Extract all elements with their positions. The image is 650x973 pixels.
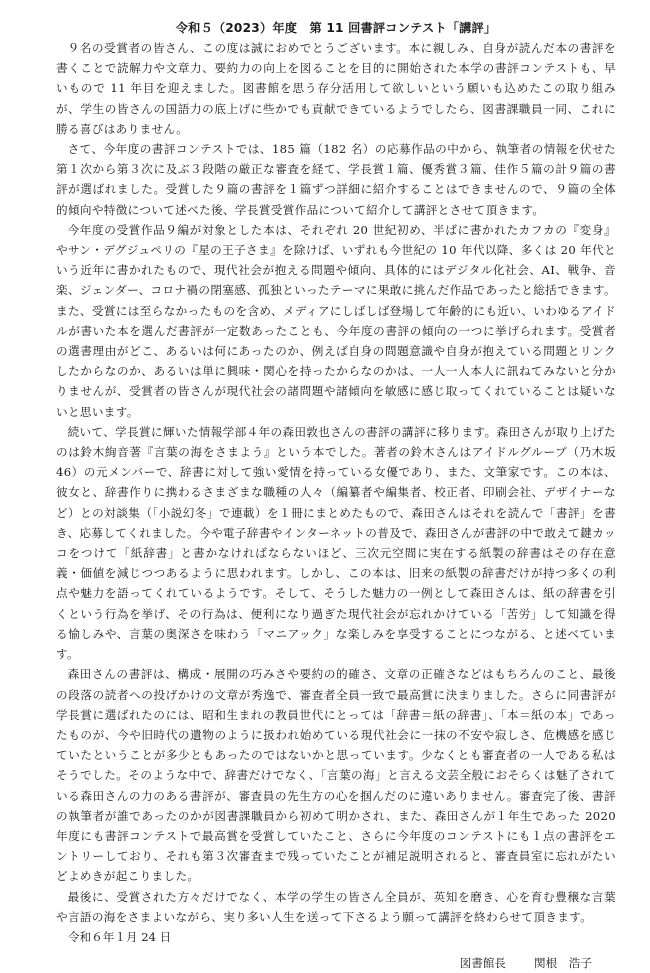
paragraph-selection-process: さて、今年度の書評コンテストでは、185 篇（182 名）の応募作品の中から、執筆者の情報を伏せた第１次から第３次に及ぶ３段階の厳正な審査を経て、学長賞１篇、優秀賞３篇、佳作５篇の計９篇の書評が選ばれました。受賞した９篇の書評を１篇ずつ詳細に紹介することはできませんので、９篇の全体的傾向や特徴について述べた後、学長賞受賞作品について紹介して講評とさせて頂きます。 bbox=[56, 142, 616, 217]
signature-name: 関根 浩子 bbox=[534, 956, 592, 971]
paragraph-evaluation: 森田さんの書評は、構成・展開の巧みさや要約の的確さ、文章の正確さなどはもちろんのこと、最後の段落の読者への投げかけの文章が秀逸で、審査者全員一致で最高賞に決まりました。さらに同書評が学長賞に選ばれたのには、昭和生まれの教員世代にとっては「辞書＝紙の辞書」、「本＝紙の本」であったものが、今や旧時代の遺物のように扱われ始めている現代社会に一抹の不安や寂しさ、危機感を感じていたということが多少ともあったのではないかと思っています。少なくとも審査者の一人である私はそうでした。そのような中で、辞書だけでなく、「言葉の海」と言える文芸全般におそらくは魅了されている森田さんの力のある書評が、審査員の先生方の心を掴んだのに違いありません。審査完了後、書評の執筆者が誰であったのかが図書課職員から初めて明かされ、また、森田さんが１年生であった 2020 年度にも書評コンテストで最高賞を受賞していたこと、さらに今年度のコンテストにも１点の書評をエントリーしており、それも第３次審査まで残っていたことが補足説明されると、審査員室に忘れがたいどよめきが起こりました。 bbox=[56, 667, 616, 884]
paragraph-overall-trends: 今年度の受賞作品９編が対象とした本は、それぞれ 20 世紀初め、半ばに書かれたカフカの『変身』やサン・デグジュペリの『星の王子さま』を除けば、いずれも今世紀の 10 年代以降、多くは 20 年代という近年に書かれたもので、現代社会が抱える問題や傾向、具体的にはデジタル化社会、AI、戦争、音楽、ジェンダー、コロナ禍の閉塞感、孤独といったテーマに果敢に挑んだ作品であったと総括できます。また、受賞には至らなかったものを含め、メディアにしばしば登場して年齢的にも近い、いわゆるアイドルが書いた本を選んだ書評が一定数あったことも、今年度の書評の傾向の一つに挙げられます。受賞者の選書理由がどこ、あるいは何にあったのか、例えば自身の問題意識や自身が抱えている問題とリンクしたからなのか、あるいは単に興味・関心を持ったからなのかは、一人一人本人に訊ねてみないと分かりませんが、受賞者の皆さんが現代社会の諸問題や諸傾向を敏感に感じ取ってくれていることは疑いないと思います。 bbox=[56, 222, 616, 419]
document-body bbox=[56, 38, 616, 927]
document-title: 令和５（2023）年度 第 11 回書評コンテスト「講評」 bbox=[175, 21, 497, 35]
paragraph-intro: ９名の受賞者の皆さん、この度は誠におめでとうございます。本に親しみ、自身が読んだ本の書評を書くことで読解力や文章力、要約力の向上を図ることを目的に開始された本学の書評コンテストも、早いもので 11 年目を迎えました。図書館を思う存分活用して欲しいという願いも込めたこの取り組みが、学生の皆さんの国語力の底上げに些かでも貢献できているようでしたら、図書課職員一同、これに勝る喜びはありません。 bbox=[56, 41, 616, 136]
signature-block bbox=[56, 953, 616, 973]
document-page bbox=[56, 18, 616, 973]
document-date: 令和６年１月 24 日 bbox=[68, 929, 172, 944]
signature-position: 図書館長 bbox=[459, 956, 507, 971]
paragraph-closing: 最後に、受賞された方々だけでなく、本学の学生の皆さん全員が、英知を磨き、心を育む豊穣な言葉や言語の海をさまよいながら、実り多い人生を送って下さるよう願って講評を終わらせて頂きます。 bbox=[56, 889, 616, 924]
paragraph-president-award: 続いて、学長賞に輝いた情報学部４年の森田敦也さんの書評の講評に移ります。森田さんが取り上げたのは鈴木絢音著『言葉の海をさまよう』という本でした。著者の鈴木さんはアイドルグループ（乃木坂 46）の元メンバーで、辞書に対して強い愛情を持っている女優であり、また、文筆家です。この本は、彼女と、辞書作りに携わるさまざまな職種の人々（編纂者や編集者、校正者、印刷会社、デザイナーなど）との対談集（「小説幻冬」で連載）を１冊にまとめたもので、森田さんはそれを読んで「書評」を書き、応募してくれました。今や電子辞書やインターネットの普及で、森田さんが書評の中で敢えて鍵カッコをつけて「紙辞書」と書かなければならないほど、三次元空間に実在する紙製の辞書はその存在意義・価値を減じつつあるように思われます。しかし、この本は、旧来の紙製の辞書だけが持つ多くの利点や魅力を語ってくれているようです。そして、そうした魅力の一例として森田さんは、紙の辞書を引くという行為を挙げ、その行為は、便利になり過ぎた現代社会が忘れかけている「苦労」して知識を得る愉しみや、言葉の奥深さを味わう「マニアック」な楽しみを享受することにつながる、と述べています。 bbox=[56, 424, 616, 662]
